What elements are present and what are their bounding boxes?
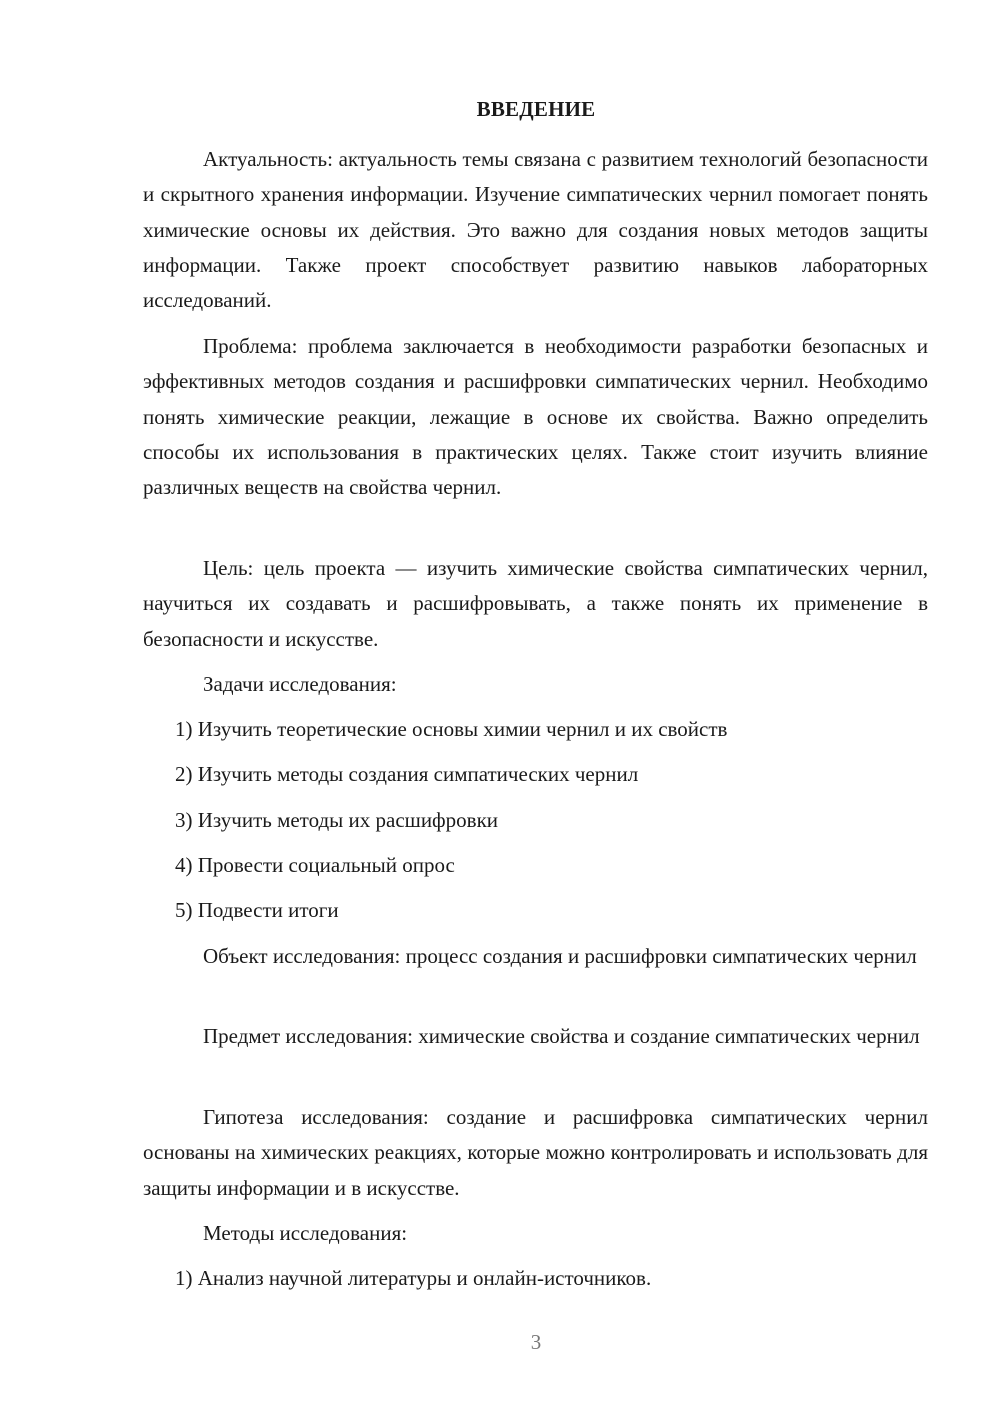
paragraph-subject-text: Предмет исследования: химические свойства и создание симпатических чернил: [203, 1024, 920, 1048]
paragraph-hypothesis: [143, 1100, 928, 1206]
paragraph-problem-text: Проблема: проблема заключается в необходимости разработки безопасных и эффективных методов создания и расшифровки симпатических чернил. Необходимо понять химические реакции, лежащие в основе их свойства. Важно определить способы их использования в практических целях. Также стоит изучить влияние различных веществ на свойства чернил.: [143, 334, 928, 500]
paragraph-problem: [143, 329, 928, 505]
task-item-3: 3) Изучить методы их расшифровки: [175, 808, 499, 832]
task-item-5: 5) Подвести итоги: [175, 898, 339, 922]
task-item-4: 4) Провести социальный опрос: [175, 853, 455, 877]
paragraph-goal: [143, 551, 928, 657]
paragraph-object-text: Объект исследования: процесс создания и расшифровки симпатических чернил: [203, 944, 917, 968]
paragraph-relevance-text: Актуальность: актуальность темы связана с развитием технологий безопасности и скрытного хранения информации. Изучение симпатических чернил помогает понять химические основы их действия. Это важно для создания новых методов защиты информации. Также проект способствует развитию навыков лабораторных исследований.: [143, 147, 928, 313]
methods-heading: Методы исследования:: [203, 1221, 408, 1245]
tasks-heading: Задачи исследования:: [203, 672, 397, 696]
paragraph-relevance: [143, 142, 928, 318]
page-title: ВВЕДЕНИЕ: [476, 97, 596, 121]
paragraph-subject: [143, 1019, 928, 1054]
page-number: 3: [530, 1330, 542, 1354]
task-item-1: 1) Изучить теоретические основы химии чернил и их свойств: [175, 717, 728, 741]
task-item-2: 2) Изучить методы создания симпатических чернил: [175, 762, 639, 786]
paragraph-object: [143, 939, 928, 974]
paragraph-hypothesis-text: Гипотеза исследования: создание и расшифровка симпатических чернил основаны на химических реакциях, которые можно контролировать и использовать для защиты информации и в искусстве.: [143, 1105, 928, 1200]
paragraph-goal-text: Цель: цель проекта — изучить химические свойства симпатических чернил, научиться их создавать и расшифровывать, а также понять их применение в безопасности и искусстве.: [143, 556, 928, 651]
method-item-1: 1) Анализ научной литературы и онлайн-источников.: [175, 1266, 652, 1290]
